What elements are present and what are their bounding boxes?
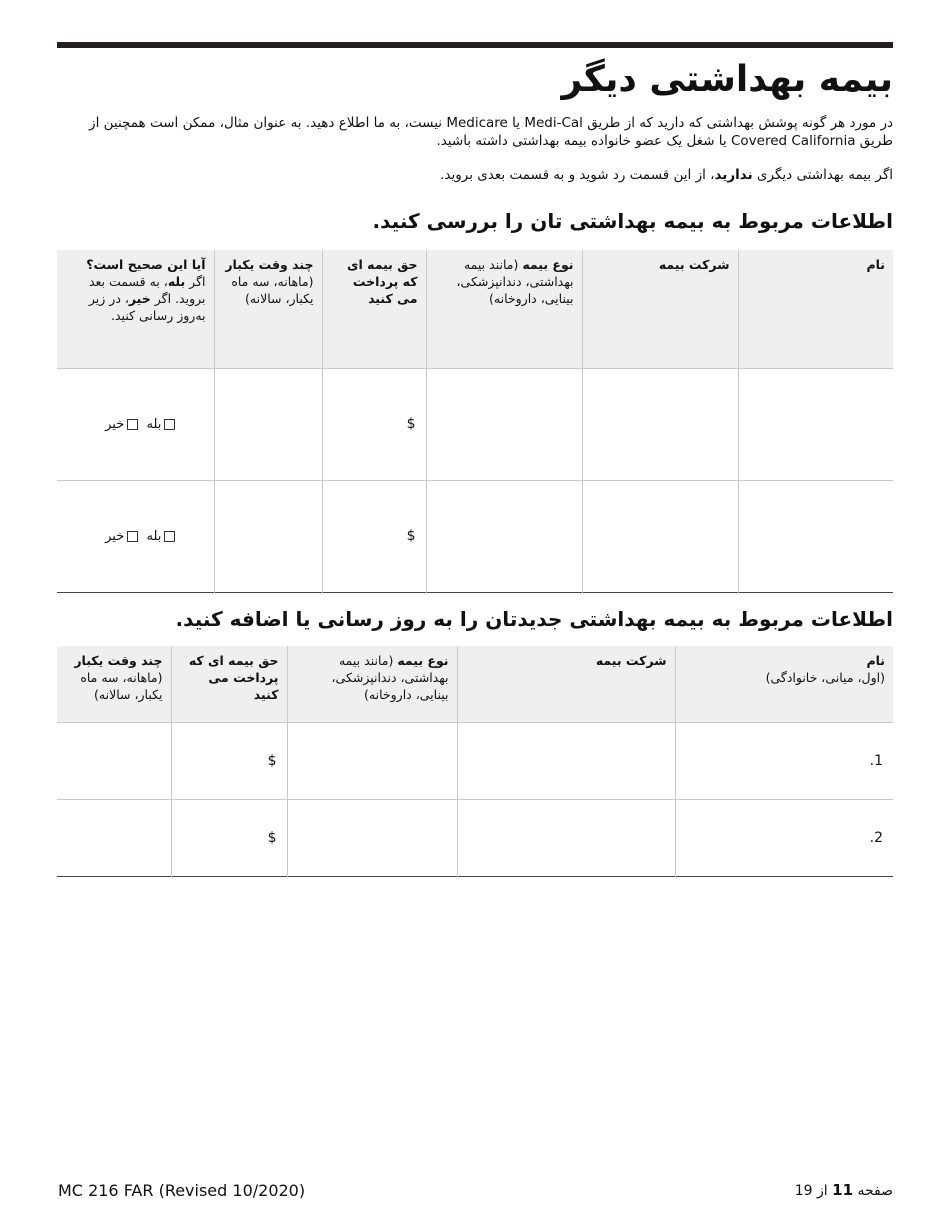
- premium-field[interactable]: [322, 368, 426, 480]
- yes-checkbox[interactable]: [164, 419, 175, 430]
- premium-field[interactable]: [322, 480, 426, 592]
- skip-instruction: اگر بیمه بهداشتی دیگری ندارید، از این قسمت رد شوید و به قسمت بعدی بروید.: [440, 167, 893, 183]
- name-field[interactable]: [738, 480, 893, 592]
- type-field[interactable]: [287, 722, 457, 799]
- section1-heading: اطلاعات مربوط به بیمه بهداشتی تان را بررسی کنید.: [372, 209, 893, 233]
- table-header-row: [57, 250, 893, 368]
- dollar-sign: $: [267, 752, 277, 769]
- yes-label: بله: [146, 416, 162, 432]
- yes-no-choice: [57, 480, 214, 592]
- form-id: MC 216 FAR (Revised 10/2020): [58, 1181, 306, 1200]
- col-company: شرکت بیمه: [457, 646, 675, 722]
- company-field[interactable]: [582, 368, 738, 480]
- company-field[interactable]: [457, 799, 675, 876]
- page-number: صفحه 11 از 19: [794, 1181, 893, 1199]
- row-number: 1.: [869, 752, 883, 769]
- col-company: شرکت بیمه: [582, 250, 738, 368]
- table-header-row: [57, 646, 893, 722]
- intro-paragraph: در مورد هر گونه پوشش بهداشتی که دارید که از طریق Medi-Cal یا Medicare نیست، به ما اطلاع دهید. به عنوان مثال، ممکن است همچنین از طریق Covered California یا شغل یک عضو خانواده بیمه بهداشتی داشته باشید.: [89, 115, 893, 149]
- col-name: نام (اول، میانی، خانوادگی): [675, 646, 893, 722]
- col-type: نوع بیمه (مانند بیمه بهداشتی، دندانپزشکی، بینایی، داروخانه): [287, 646, 457, 722]
- no-checkbox[interactable]: [127, 419, 138, 430]
- table-row: [57, 799, 893, 876]
- col-frequency: چند وقت یکبار (ماهانه، سه ماه یکبار، سالانه): [214, 250, 322, 368]
- no-label: خیر: [105, 528, 125, 544]
- frequency-field[interactable]: [57, 799, 171, 876]
- top-rule: [57, 42, 893, 48]
- col-premium: حق بیمه ای که پرداخت می کنید: [171, 646, 287, 722]
- table-row: [57, 480, 893, 592]
- yes-checkbox[interactable]: [164, 531, 175, 542]
- new-insurance-table: [57, 646, 893, 877]
- row-number: 2.: [869, 829, 883, 846]
- current-insurance-table: [57, 250, 893, 593]
- name-field[interactable]: [675, 722, 893, 799]
- frequency-field[interactable]: [214, 368, 322, 480]
- dollar-sign: $: [406, 416, 416, 432]
- col-is-correct: آیا این صحیح است؟ اگر بله، به قسمت بعد بروید. اگر خیر، در زیر به‌روز رسانی کنید.: [57, 250, 214, 368]
- name-field[interactable]: [738, 368, 893, 480]
- page-title: بیمه بهداشتی دیگر: [561, 59, 893, 100]
- yes-no-choice: [57, 368, 214, 480]
- no-checkbox[interactable]: [127, 531, 138, 542]
- table-row: [57, 368, 893, 480]
- dollar-sign: $: [267, 829, 277, 846]
- yes-label: بله: [146, 528, 162, 544]
- type-field[interactable]: [426, 480, 582, 592]
- type-field[interactable]: [426, 368, 582, 480]
- premium-field[interactable]: [171, 722, 287, 799]
- col-type: نوع بیمه (مانند بیمه بهداشتی، دندانپزشکی، بینایی، داروخانه): [426, 250, 582, 368]
- dollar-sign: $: [406, 528, 416, 544]
- section2-heading: اطلاعات مربوط به بیمه بهداشتی جدیدتان را به روز رسانی یا اضافه کنید.: [175, 607, 893, 631]
- frequency-field[interactable]: [214, 480, 322, 592]
- name-field[interactable]: [675, 799, 893, 876]
- company-field[interactable]: [582, 480, 738, 592]
- col-frequency: چند وقت یکبار (ماهانه، سه ماه یکبار، سالانه): [57, 646, 171, 722]
- col-name: نام: [738, 250, 893, 368]
- type-field[interactable]: [287, 799, 457, 876]
- no-label: خیر: [105, 416, 125, 432]
- premium-field[interactable]: [171, 799, 287, 876]
- company-field[interactable]: [457, 722, 675, 799]
- col-premium: حق بیمه ای که پرداخت می کنید: [322, 250, 426, 368]
- frequency-field[interactable]: [57, 722, 171, 799]
- table-row: [57, 722, 893, 799]
